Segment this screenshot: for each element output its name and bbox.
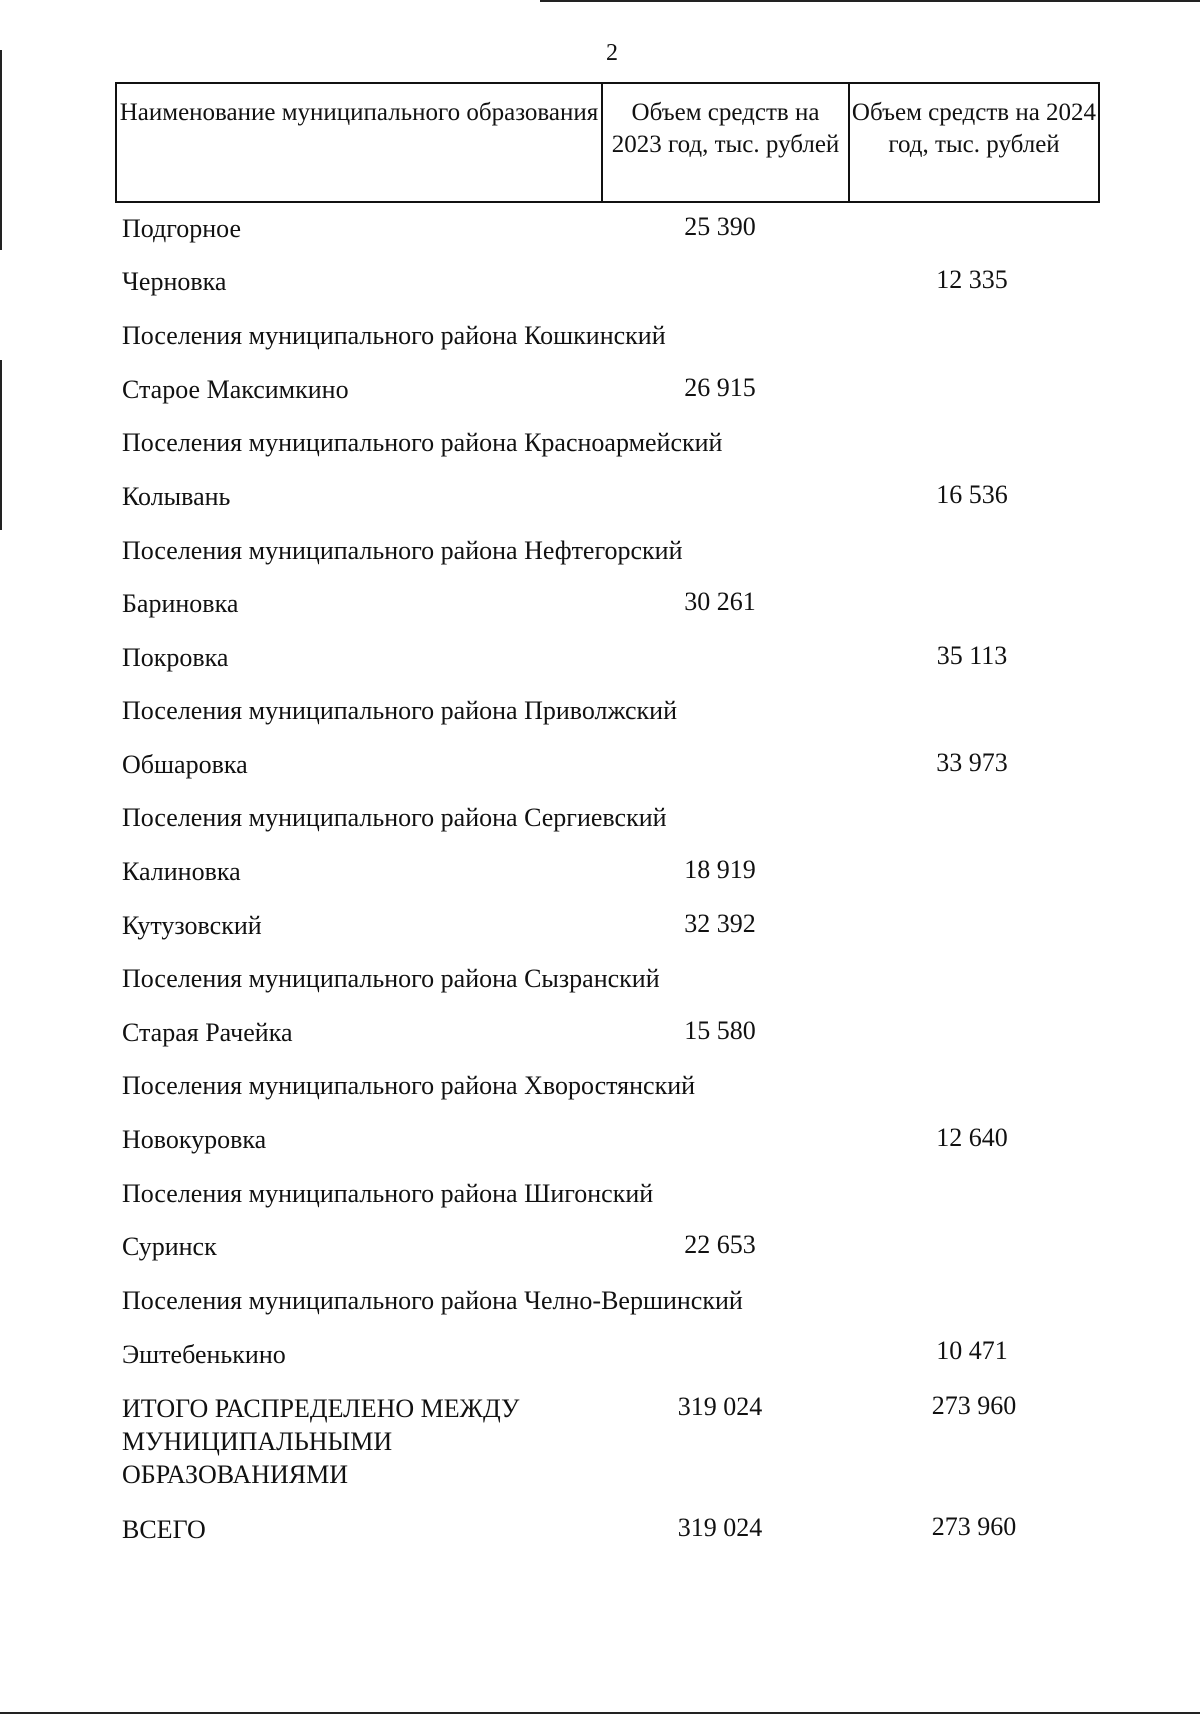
row-value-2023: 22 653 [684, 1230, 756, 1259]
header-col-2023: Объем средств на 2023 год, тыс. рублей [602, 83, 849, 202]
row-name: Кутузовский [122, 911, 262, 940]
section-title: Поселения муниципального района Красноармейский [122, 428, 723, 457]
row-value-2024: 16 536 [936, 480, 1008, 509]
section-title: Поселения муниципального района Шигонский [122, 1179, 654, 1208]
table-header [115, 82, 1100, 203]
row-value-2023: 32 392 [684, 909, 756, 938]
row-value-2024: 12 335 [936, 265, 1008, 294]
total-distributed-2024: 273 960 [931, 1391, 1017, 1420]
row-name: Старая Рачейка [122, 1018, 293, 1047]
section-title: Поселения муниципального района Нефтегорский [122, 536, 683, 565]
total-distributed-label: ИТОГО РАСПРЕДЕЛЕНО МЕЖДУ МУНИЦИПАЛЬНЫМИ ОБРАЗОВАНИЯМИ [122, 1394, 520, 1489]
row-name: Колывань [122, 482, 231, 511]
row-name: Старое Максимкино [122, 375, 349, 404]
section-title: Поселения муниципального района Сызранский [122, 964, 660, 993]
section-title: Поселения муниципального района Челно-Вершинский [122, 1286, 743, 1315]
row-name: Бариновка [122, 589, 239, 618]
row-value-2023: 26 915 [684, 373, 756, 402]
section-title: Поселения муниципального района Хворостянский [122, 1071, 696, 1100]
scan-edge-top [540, 0, 1200, 2]
row-value-2023: 15 580 [684, 1016, 756, 1045]
row-name: Эштебенькино [122, 1340, 286, 1369]
total-label: ВСЕГО [122, 1515, 206, 1544]
row-value-2023: 18 919 [684, 855, 756, 884]
row-name: Суринск [122, 1232, 217, 1261]
total-2024: 273 960 [931, 1512, 1017, 1541]
section-title: Поселения муниципального района Кошкинский [122, 321, 666, 350]
row-name: Подгорное [122, 214, 242, 243]
page-number: 2 [606, 40, 618, 66]
row-value-2024: 12 640 [936, 1123, 1008, 1152]
row-name: Покровка [122, 643, 229, 672]
scan-edge-left [0, 50, 2, 250]
row-value-2023: 30 261 [684, 587, 756, 616]
row-value-2024: 10 471 [936, 1336, 1008, 1365]
row-value-2023: 25 390 [684, 212, 756, 241]
header-col-2024: Объем средств на 2024 год, тыс. рублей [849, 83, 1099, 202]
header-col-name: Наименование муниципального образования [116, 83, 602, 202]
row-name: Черновка [122, 267, 227, 296]
section-title: Поселения муниципального района Приволжский [122, 696, 678, 725]
section-title: Поселения муниципального района Сергиевский [122, 803, 667, 832]
row-value-2024: 35 113 [936, 641, 1008, 670]
scan-edge-left-lower [0, 360, 2, 530]
total-distributed-2023: 319 024 [677, 1392, 763, 1421]
row-name: Новокуровка [122, 1125, 267, 1154]
row-value-2024: 33 973 [936, 748, 1008, 777]
total-2023: 319 024 [677, 1513, 763, 1542]
row-name: Калиновка [122, 857, 241, 886]
row-name: Обшаровка [122, 750, 248, 779]
